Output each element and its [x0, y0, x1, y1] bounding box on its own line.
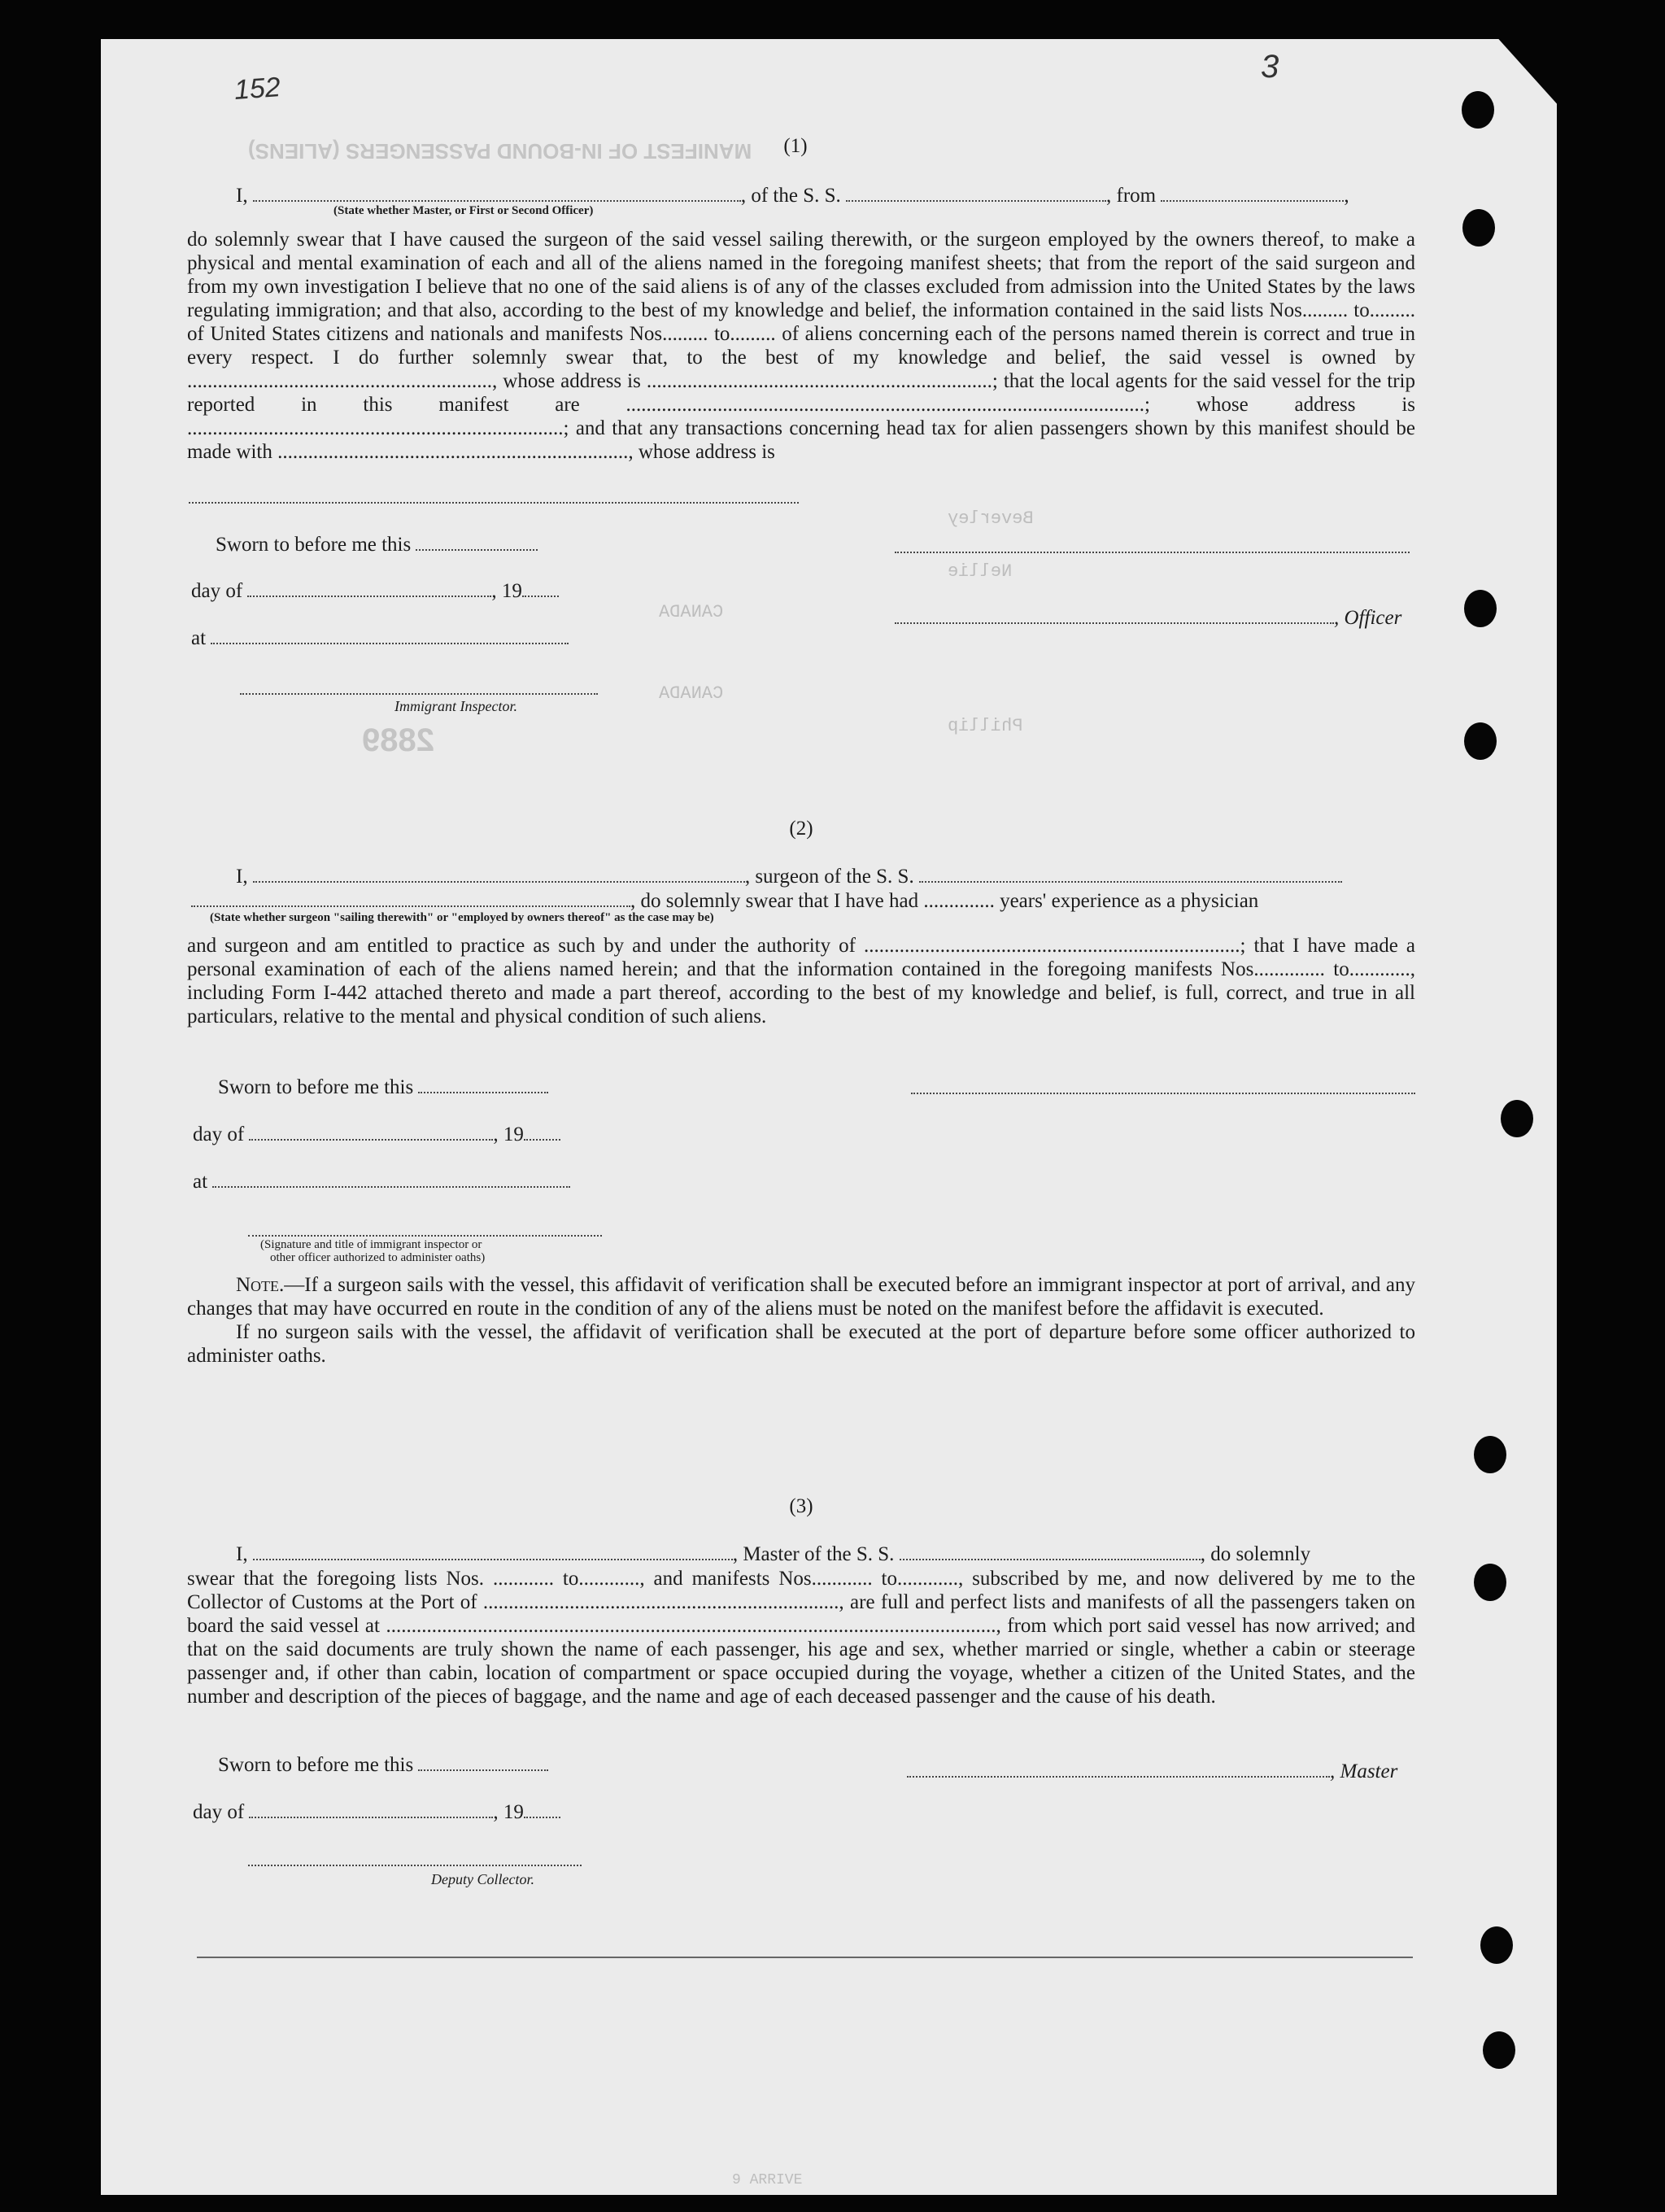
- signature-caption: other officer authorized to administer oaths): [270, 1251, 486, 1264]
- section-1-number: (1): [783, 135, 808, 157]
- bleed-through-title: MANIFEST OF IN-BOUND PASSENGERS (ALIENS): [248, 139, 752, 164]
- section-2-day-of: day of , 19: [193, 1123, 560, 1146]
- section-1-officer: , Officer: [895, 606, 1401, 630]
- section-3-day-of: day of , 19: [193, 1800, 560, 1824]
- blank-officer[interactable]: [253, 185, 741, 202]
- signature-line: [248, 1865, 582, 1866]
- punch-hole: [1462, 209, 1495, 247]
- immigrant-inspector-caption: Immigrant Inspector.: [394, 698, 517, 714]
- blank-year[interactable]: [522, 581, 559, 597]
- handwritten-page-number: 152: [233, 72, 281, 106]
- section-2-caption: (State whether surgeon "sailing therewith" or "employed by owners thereof" as the case may be): [210, 911, 714, 924]
- section-1-body: do solemnly swear that I have caused the surgeon of the said vessel sailing therewith, or the surgeon employed by the owners thereof, to make a physical and mental examination of each and all of the aliens named in the foregoing manifest sheets; that from the report of the said surgeon and from my own investigation I believe that no one of the said aliens is of any of the classes excluded from admission into the United States by the laws regulating immigration; and that also, according to the best of my knowledge and belief, the information contained in the said lists Nos......... to......... of United States citizens and nationals and manifests Nos......... to......... of aliens concerning each of the persons named therein is correct and true in every respect. I do further solemnly swear that, to the best of my knowledge and belief, the said vessel is owned by ............................................................, whose address is ....................................................................; that the local agents for the said vessel for the trip reported in this manifest are ......................................................................................................; whose address is ..........................................................................; and that any transactions concerning head tax for alien passengers shown by this manifest should be made with ....................................................................., whose address is: [187, 229, 1415, 463]
- blank-master-signature[interactable]: [907, 1761, 1330, 1778]
- section-1-sworn: Sworn to before me this: [216, 533, 538, 556]
- punch-hole: [1480, 1926, 1513, 1964]
- blank-officer-signature[interactable]: [895, 608, 1334, 624]
- section-2-body: and surgeon and am entitled to practice as such by and under the authority of ..........................................................................; that I have made a personal examination of each of the aliens named herein; and that the information contained in the foregoing manifests Nos.............. to............, including Form I-442 attached thereto and made a part thereof, according to the best of my knowledge and belief, is full, correct, and true in all particulars, relative to the mental and physical condition of such aliens.: [187, 935, 1415, 1027]
- punch-hole: [1474, 1564, 1506, 1601]
- section-3-master: , Master: [907, 1760, 1397, 1783]
- rule-line: [189, 502, 799, 504]
- section-3-sworn: Sworn to before me this: [218, 1753, 548, 1777]
- blank-sworn-day[interactable]: [416, 534, 538, 551]
- punch-hole: [1464, 722, 1497, 760]
- blank-month[interactable]: [249, 1124, 493, 1141]
- section-2-line-2: , do solemnly swear that I have had .............. years' experience as a physician: [191, 889, 1258, 913]
- rule-line: [895, 552, 1410, 553]
- blank-sworn-day[interactable]: [418, 1755, 548, 1771]
- blank-from-port[interactable]: [1161, 185, 1344, 202]
- section-3-number: (3): [789, 1495, 813, 1517]
- blank-year[interactable]: [524, 1802, 560, 1818]
- bleed-through-text: Nellie: [948, 561, 1013, 582]
- section-2-number: (2): [789, 818, 813, 840]
- blank-vessel[interactable]: [846, 185, 1106, 202]
- bottom-rule: [197, 1957, 1413, 1958]
- surgeon-signature-line[interactable]: [911, 1093, 1415, 1094]
- bleed-through-text: Beverley: [948, 508, 1034, 529]
- punch-hole: [1483, 2031, 1515, 2069]
- section-2-sworn: Sworn to before me this: [218, 1075, 548, 1099]
- bleed-through-text: CANADA: [659, 602, 724, 622]
- section-1-day-of: day of , 19: [191, 579, 559, 603]
- section-3-body: swear that the foregoing lists Nos. ............ to............, and manifests Nos............ to............, subscribed by me, and now delivered by me to the Collector of Customs at the Port of ......................................................................, are full and perfect lists and manifests of all the passengers taken on board the said vessel at ........................................................................................................................, from which port said vessel has now arrived; and that on the said documents are truly shown the name of each passenger, his age and sex, whether married or single, whether a cabin or steerage passenger and, if other than cabin, location of compartment or space occupied during the voyage, whether a citizen of the United States, and the number and description of the pieces of baggage, and the name and age of each deceased passenger and the cause of his death.: [187, 1568, 1415, 1708]
- blank-year[interactable]: [524, 1124, 560, 1141]
- blank-place[interactable]: [212, 1171, 570, 1188]
- deputy-collector-caption: Deputy Collector.: [431, 1871, 534, 1887]
- blank-master-name[interactable]: [253, 1544, 733, 1560]
- blank-month[interactable]: [249, 1802, 493, 1818]
- section-1-line-1: I, , of the S. S. , from ,: [236, 185, 1349, 207]
- punch-hole: [1464, 590, 1497, 627]
- section-1-at: at: [191, 626, 569, 650]
- section-3-line-1: I, , Master of the S. S. , do solemnly: [236, 1543, 1311, 1565]
- bleed-through-text: 2889: [362, 722, 434, 758]
- blank-surgeon-name[interactable]: [253, 866, 745, 883]
- signature-caption: (Signature and title of immigrant inspector or: [260, 1238, 482, 1251]
- note-block: Note.—If a surgeon sails with the vessel, this affidavit of verification shall be executed before an immigrant inspector at port of arrival, and any changes that may have occurred en route in the condition of any of the aliens must be noted on the manifest before the affidavit is executed. If no surgeon sails with the vessel, the affidavit of verification shall be executed at the port of departure before some officer authorized to administer oaths.: [187, 1274, 1415, 1367]
- footer-bleed-text: 9 ARRIVE: [732, 2172, 803, 2188]
- punch-hole: [1462, 91, 1494, 129]
- punch-hole: [1501, 1100, 1533, 1137]
- blank-month[interactable]: [247, 581, 491, 597]
- blank-surgeon-status[interactable]: [191, 891, 630, 907]
- section-2-line-1: I, , surgeon of the S. S.: [236, 865, 1342, 888]
- signature-line: [240, 693, 598, 695]
- blank-sworn-day[interactable]: [418, 1077, 548, 1093]
- handwritten-corner-mark: 3: [1261, 49, 1279, 85]
- signature-line: [248, 1235, 602, 1237]
- blank-place[interactable]: [211, 628, 569, 644]
- bleed-through-text: Phillip: [948, 716, 1023, 736]
- section-1-caption: (State whether Master, or First or Second Officer): [333, 204, 594, 217]
- section-2-at: at: [193, 1170, 570, 1193]
- bleed-through-text: CANADA: [659, 683, 724, 704]
- blank-surgeon-vessel[interactable]: [919, 866, 1342, 883]
- punch-hole: [1474, 1436, 1506, 1473]
- blank-master-vessel[interactable]: [900, 1544, 1201, 1560]
